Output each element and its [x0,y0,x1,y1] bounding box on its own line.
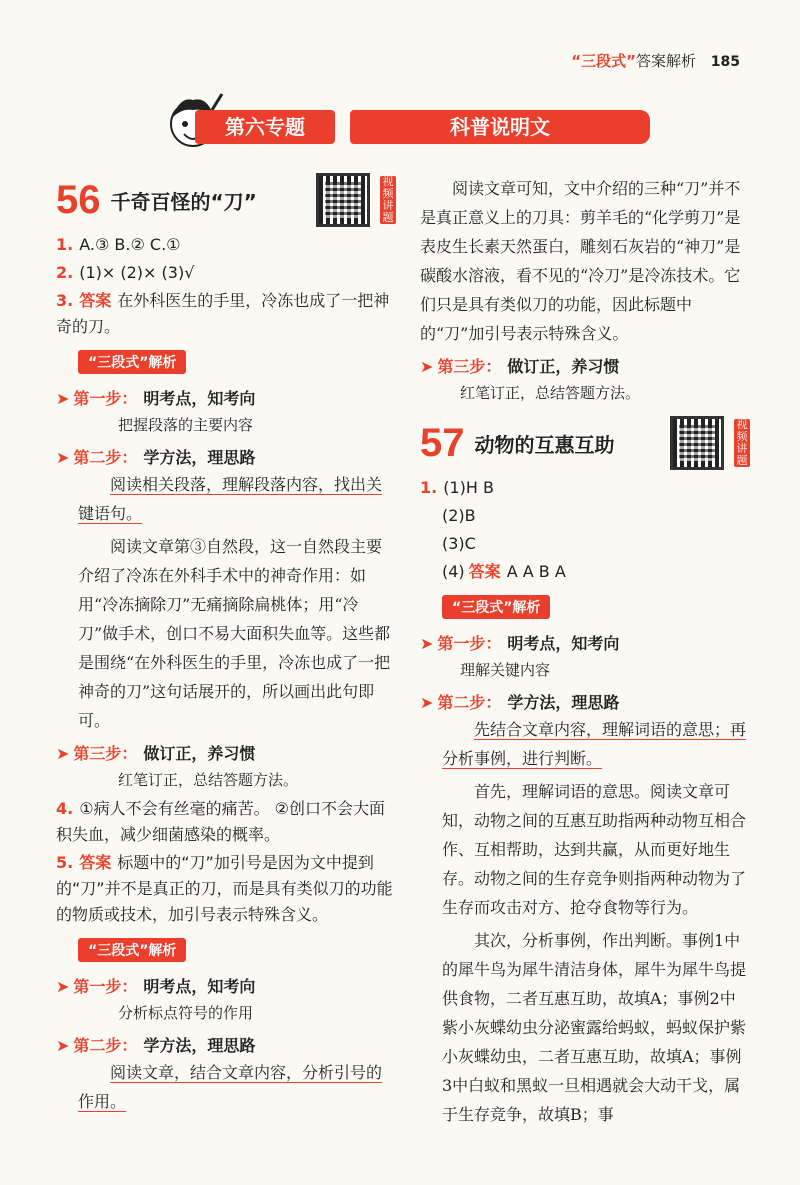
topic-banner [155,110,650,150]
q5-step-3: ➤ 第三步： 做订正，养习惯 [420,357,620,376]
s57-answer-2: (2)B [442,506,476,525]
answer-3: 3. 答案 在外科医生的手里，冷冻也成了一把神奇的刀。 [56,291,390,336]
answer-1: 1. A.③ B.② C.① [56,235,181,254]
video-tag[interactable]: 视频讲题 [380,176,396,224]
answer-4: 4. ①病人不会有丝毫的痛苦。 ②创口不会大面积失血，减少细菌感染的概率。 [56,799,385,844]
video-tag-2[interactable]: 视频讲题 [734,419,750,467]
banner-topic: 第六专题 [195,110,335,144]
analysis-tag: “三段式”解析 [78,350,186,374]
step-1-content: 把握段落的主要内容 [118,416,254,434]
page-number: 185 [710,54,740,70]
q5-step-1: ➤ 第一步： 明考点，知考向 [56,977,256,996]
s57-step-2: ➤ 第二步： 学方法，理思路 [420,693,620,712]
q5-step-3-content: 红笔订正，总结答题方法。 [460,384,641,402]
answer-2: 2. (1)× (2)× (3)√ [56,263,195,282]
s57-answer-4: (4) 答案 A A B A [442,562,566,581]
s57-analysis-tag: “三段式”解析 [442,595,550,619]
q5-analysis: 阅读文章可知，文中介绍的三种“刀”并不是真正意义上的刀具：剪羊毛的“化学剪刀”是表皮生长素天然蛋白，雕刻石灰岩的“神刀”是碳酸水溶液，看不见的“冷刀”是冷冻技术。它们只是具有类似刀的功能，因此标题中的“刀”加引号表示特殊含义。 [420,179,741,343]
right-column [420,170,750,1133]
step-2: ➤ 第二步： 学方法，理思路 [56,448,256,467]
answer-5: 5. 答案 标题中的“刀”加引号是因为文中提到的“刀”并不是真正的刀，而是具有类似刀的功能的物质或技术，加引号表示特殊含义。 [56,853,393,924]
s57-analysis-1: 首先，理解词语的意思。阅读文章可知，动物之间的互惠互助指两种动物互相合作、互相帮助，达到共赢，从而更好地生存。动物之间的生存竞争则指两种动物为了生存而攻击对方、抢夺食物等行为。 [442,782,747,917]
analysis-tag-2: “三段式”解析 [78,938,186,962]
q5-step-1-content: 分析标点符号的作用 [118,1004,254,1022]
s57-step-1-content: 理解关键内容 [460,661,551,679]
s57-step-1: ➤ 第一步： 明考点，知考向 [420,634,620,653]
banner-genre: 科普说明文 [350,110,650,144]
s57-answer-3: (3)C [442,534,476,553]
s57-step-2-method: 先结合文章内容，理解词语的意思；再分析事例，进行判断。 [442,720,747,768]
section-57-title: 动物的互惠互助 [474,432,615,457]
q5-step-2-method: 阅读文章，结合文章内容，分析引号的作用。 [78,1063,383,1111]
header-brand: “三段式” [571,52,636,70]
left-column [56,170,396,1116]
s57-analysis-2: 其次，分析事例，作出判断。事例1中的犀牛鸟为犀牛清洁身体，犀牛为犀牛鸟提供食物，二者互惠互助，故填A；事例2中紫小灰蝶幼虫分泌蜜露给蚂蚁，蚂蚁保护紫小灰蝶幼虫，二者互惠互助，故填A；事例3中白蚁和黑蚁一旦相遇就会大动干戈，属于生存竞争，故填B；事 [442,931,747,1124]
header-subtitle: 答案解析 [635,52,696,70]
step-1: ➤ 第一步： 明考点，知考向 [56,389,256,408]
section-57-header [420,413,750,473]
section-56-number: 56 [56,177,101,222]
step-2-method: 阅读相关段落，理解段落内容，找出关键语句。 [78,475,383,523]
step-2-analysis: 阅读文章第③自然段，这一自然段主要介绍了冷冻在外科手术中的神奇作用：如用“冷冻摘除刀”无痛摘除扁桃体；用“冷刀”做手术，创口不易大面积失血等。这些都是围绕“在外科医生的手里，冷冻也成了一把神奇的刀”这句话展开的，所以画出此句即可。 [78,537,391,730]
section-56-title: 千奇百怪的“刀” [110,189,257,214]
qr-code-icon[interactable] [316,173,370,227]
s57-answer-1: 1. (1)H B [420,478,494,497]
section-57-number: 57 [420,420,465,465]
step-3: ➤ 第三步： 做订正，养习惯 [56,744,256,763]
step-3-content: 红笔订正，总结答题方法。 [118,771,299,789]
q5-step-2: ➤ 第二步： 学方法，理思路 [56,1036,256,1055]
section-56-header [56,170,396,230]
qr-code-icon-2[interactable] [670,416,724,470]
page-header [571,50,740,71]
